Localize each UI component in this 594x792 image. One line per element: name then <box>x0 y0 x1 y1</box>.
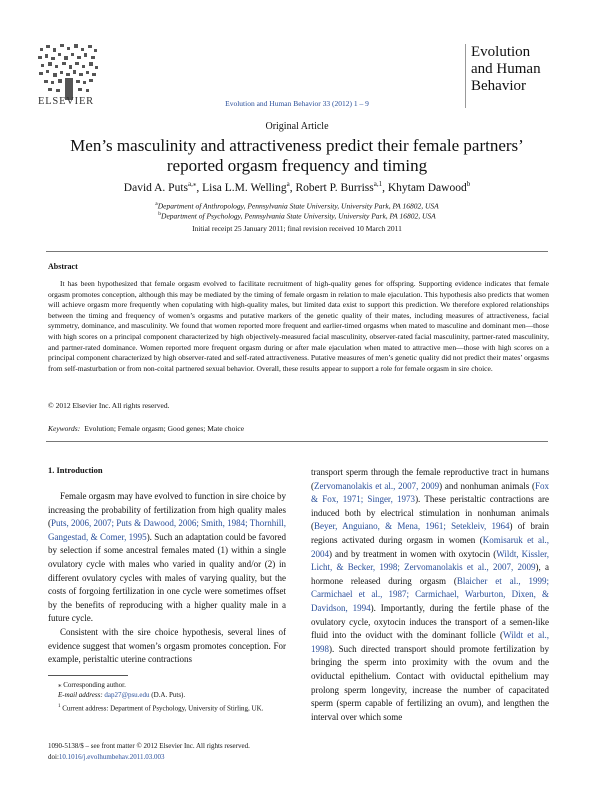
article-type: Original Article <box>265 121 329 132</box>
body-text: ) and by treatment in women with oxytocin ( <box>329 548 497 559</box>
divider <box>46 251 548 252</box>
citation-link[interactable]: Wildt et al., 1998 <box>311 630 549 654</box>
footnote-divider <box>48 675 128 676</box>
body-column-left <box>48 490 286 667</box>
author-affiliation-marker[interactable]: a,⁎ <box>188 180 197 188</box>
body-text: Female orgasm may have evolved to function in sire choice by increasing the probability of fertilization from high quality males ( <box>48 491 286 529</box>
author-separator: , <box>289 181 296 194</box>
journal-brand-line: Behavior <box>471 78 526 94</box>
issn-line: 1090-5138/$ – see front matter © 2012 Elsevier Inc. All rights reserved. <box>48 742 250 750</box>
doi-link[interactable]: 10.1016/j.evolhumbehav.2011.03.003 <box>58 753 165 761</box>
citation-link[interactable]: Fox & Fox, 1971; Singer, 1973 <box>311 480 549 505</box>
affiliation-marker: b <box>158 211 162 217</box>
citation-link[interactable]: Komisaruk et al., 2004 <box>311 534 549 559</box>
copyright-notice: © 2012 Elsevier Inc. All rights reserved. <box>48 401 170 410</box>
author-separator: , <box>382 181 388 194</box>
body-column-right <box>311 466 549 724</box>
abstract-heading: Abstract <box>48 262 78 271</box>
affiliation-a <box>0 201 594 211</box>
journal-brand-line: Evolution <box>471 44 531 60</box>
author-name[interactable]: Khytam Dawood <box>387 181 467 194</box>
body-paragraph <box>48 490 286 626</box>
email-link[interactable]: dap27@psu.edu <box>104 691 150 699</box>
publisher-logo-text: ELSEVIER <box>38 96 94 107</box>
body-text: ) of brain regions activated during orgasm in women ( <box>311 521 549 545</box>
citation-link[interactable]: Wildt, Kissler, Licht, & Becker, 1998; Zervomanolakis et al., 2007, 2009 <box>311 548 549 573</box>
body-paragraph <box>48 626 286 667</box>
body-text: ) and nonhuman animals ( <box>439 480 535 491</box>
author-affiliation-marker[interactable]: a <box>286 180 290 188</box>
doi-label: doi: <box>48 753 59 761</box>
author-name[interactable]: Lisa L.M. Welling <box>202 181 287 194</box>
abstract-body: It has been hypothesized that female orgasm evolved to facilitate recruitment of high-quality genes for offspring. Supporting evidence indicates that female orgasm promotes conception, although this may be mediated by the timing of female orgasm in relation to male ejaculation. This hypothesis also predicts that women will achieve orgasm more frequently when copulating with high-quality males, but limited data exist to support this prediction. We therefore explored relationships between the timing and frequency of women’s orgasms and putative markers of the genetic quality of their mates, including measures of attractiveness, facial symmetry, dominance, and masculinity. We found that women reported more frequent and earlier-timed orgasms when mated to masculine and dominant men—those with high scores on a principal component characterized by high objectively-measured facial masculinity, observer-rated facial masculinity, partner-rated masculinity, and partner-rated dominance. Women reported more frequent orgasm during or after male ejaculation when mated to attractive men—those with high scores on a principal component characterized by high observer-rated and self-rated attractiveness. Putative measures of men’s genetic quality did not predict their mates’ orgasms from self-masturbation or from non-coital partnered sexual behavior. Overall, these results appear to support a role for female orgasm in sire choice. <box>48 279 549 373</box>
keywords-list: Evolution; Female orgasm; Good genes; Mate choice <box>84 424 245 433</box>
body-text: transport sperm through the female reproductive tract in humans ( <box>311 467 549 491</box>
journal-citation-link[interactable]: Evolution and Human Behavior 33 (2012) 1 – 9 <box>225 99 369 108</box>
received-dates: Initial receipt 25 January 2011; final revision received 10 March 2011 <box>192 224 402 233</box>
title-line: reported orgasm frequency and timing <box>166 156 428 175</box>
footnote-corresponding: ⁎ Corresponding author. <box>58 681 126 689</box>
email-label: E-mail address: <box>58 691 103 699</box>
footnote-marker: 1 <box>58 704 61 709</box>
author-affiliation-marker[interactable]: a,1 <box>373 180 383 188</box>
author-name[interactable]: Robert P. Burriss <box>295 181 374 194</box>
affiliation-text: Department of Psychology, Pennsylvania State University, University Park, PA 16802, USA <box>161 211 436 221</box>
body-text: ). Such directed transport should promote fertilization by bringing the sperm into proximity with the ovum and the oviductal epithelium. Contact with oviductal epithelium may prolong sperm longevity, increase the number of capacitated sperm (sperm capable of fertilizing an ovum), and lengthen the interval over which some <box>311 643 549 722</box>
citation-link[interactable]: Puts, 2006, 2007; Puts & Dawood, 2006; Smith, 1984; Thornhill, Gangestad, & Comer, 1995 <box>48 518 286 542</box>
affiliation-text: Department of Anthropology, Pennsylvania State University, University Park, PA 16802, USA <box>157 201 439 211</box>
keywords <box>48 424 244 433</box>
affiliation-b <box>0 211 594 221</box>
title-line: Men’s masculinity and attractiveness predict their female partners’ <box>70 136 524 155</box>
doi-line <box>48 753 165 761</box>
divider <box>46 441 548 442</box>
body-text: ), a hormone released during orgasm ( <box>311 562 549 586</box>
body-paragraph <box>311 466 549 724</box>
footnote-address-text: Current address: Department of Psychology, University of Stirling, UK. <box>62 704 264 713</box>
article-title <box>40 136 554 176</box>
citation-link[interactable]: Blaicher et al., 1999; Carmichael et al., 1987; Carmichael, Warburton, Dixen, & Davidson, 1994 <box>311 575 549 613</box>
email-suffix: (D.A. Puts). <box>149 691 186 699</box>
author-name[interactable]: David A. Puts <box>123 181 188 194</box>
keywords-label: Keywords: <box>48 424 81 433</box>
citation-link[interactable]: Zervomanolakis et al., 2007, 2009 <box>314 480 440 491</box>
journal-brand[interactable] <box>465 44 575 108</box>
author-affiliation-marker[interactable]: b <box>466 180 471 188</box>
body-text: ). These peristaltic contractions are induced both by electrical stimulation in nonhuman animals ( <box>311 494 549 532</box>
body-text: ). Importantly, during the fertile phase of the ovulatory cycle, oxytocin induces the transport of a semen-like fluid into the oviduct with the dominant follicle ( <box>311 602 549 641</box>
author-separator: , <box>196 181 203 194</box>
journal-brand-line: and Human <box>471 61 541 77</box>
author-list <box>0 180 594 194</box>
footnote-email <box>48 691 298 700</box>
section-heading: 1. Introduction <box>48 465 103 475</box>
affiliation-marker: a <box>155 201 158 207</box>
body-text: ). Such an adaptation could be favored by selection if some ancestral females mated (1) within a single ovulatory cycle with males who varied in quality and/or (2) in different ovulatory cycles with males of varying quality, but the costs of forgoing fertilization in one cycle were sometimes offset by the benefits of reproducing with a higher quality male in a future cycle. <box>48 531 287 624</box>
body-text: Consistent with the sire choice hypothesis, several lines of evidence suggest that women’s orgasm promotes conception. For example, peristaltic uterine contractions <box>48 626 286 665</box>
footnote-address <box>48 702 298 713</box>
citation-link[interactable]: Beyer, Anguiano, & Mena, 1961; Setekleiv, 1964 <box>314 521 510 532</box>
